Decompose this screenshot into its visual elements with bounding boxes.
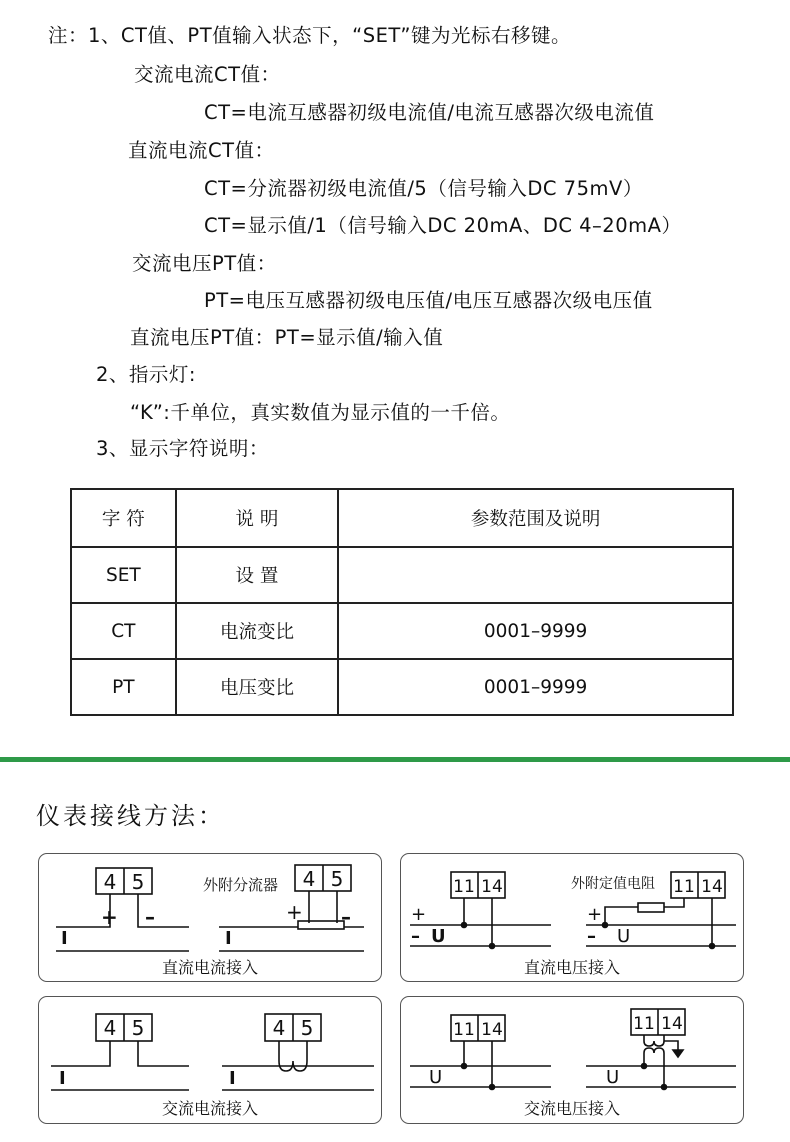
terminal-label: 5 [300, 1016, 314, 1040]
terminal-label: 4 [272, 1016, 286, 1040]
terminal-label: 5 [131, 870, 145, 894]
table-header-row [71, 489, 733, 547]
current-symbol: I [225, 928, 232, 949]
wiring-section-title: 仪表接线方法： [36, 802, 225, 830]
terminal-label: 4 [302, 867, 316, 891]
ac-ct-heading: 交流电流CT值： [134, 63, 281, 86]
terminal-label: 11 [633, 1014, 655, 1034]
plus-sign: + [587, 904, 603, 925]
header-description: 说 明 [176, 489, 338, 547]
dc-ct-formula-2: CT=显示值/1（信号输入DC 20mA、DC 4–20mA） [204, 214, 682, 237]
table-cell: 电压变比 [176, 659, 338, 715]
table-cell: 电流变比 [176, 603, 338, 659]
minus-sign: – [411, 926, 420, 947]
ground-arrow-icon [673, 1050, 683, 1057]
table-row [71, 659, 733, 715]
terminal-label: 5 [131, 1016, 145, 1040]
panel-caption: 直流电流接入 [161, 958, 259, 977]
voltage-symbol: U [429, 1067, 443, 1088]
header-character: 字 符 [71, 489, 176, 547]
terminal-label: 11 [453, 877, 475, 897]
panel-caption: 直流电压接入 [523, 958, 621, 977]
display-characters-table [70, 488, 734, 716]
voltage-symbol: U [431, 926, 446, 947]
plus-sign: + [286, 900, 303, 924]
note-line-1: 注：1、CT值、PT值输入状态下，“SET”键为光标右移键。 [48, 24, 571, 47]
table-cell: CT [71, 603, 176, 659]
ac-voltage-wiring-diagram [401, 997, 743, 1123]
table-cell: 0001–9999 [338, 659, 733, 715]
shunt-label: 外附分流器 [203, 876, 279, 894]
current-symbol: I [59, 1068, 66, 1089]
dc-ct-heading: 直流电流CT值： [128, 139, 275, 162]
dc-voltage-wiring-panel [400, 853, 744, 982]
wire [51, 1041, 110, 1066]
dc-voltage-wiring-diagram [401, 854, 743, 981]
wire [664, 1041, 678, 1050]
ac-current-wiring-panel [38, 996, 382, 1124]
minus-sign: – [587, 926, 596, 947]
dc-current-wiring-panel [38, 853, 382, 982]
note-item-3: 3、显示字符说明： [96, 437, 269, 460]
terminal-label: 4 [103, 1016, 117, 1040]
terminal-label: 4 [103, 870, 117, 894]
ac-voltage-wiring-panel [400, 996, 744, 1124]
wire [138, 1041, 189, 1066]
panel-caption: 交流电压接入 [523, 1099, 621, 1118]
wire [605, 907, 638, 925]
section-divider [0, 757, 790, 762]
terminal-label: 11 [453, 1020, 475, 1040]
plus-sign: + [101, 905, 118, 929]
terminal-label: 14 [481, 877, 503, 897]
terminal-label: 14 [661, 1014, 683, 1034]
external-resistor [638, 903, 664, 912]
voltage-symbol: U [617, 926, 631, 947]
dc-ct-formula-1: CT=分流器初级电流值/5（信号输入DC 75mV） [204, 177, 643, 200]
wire [664, 898, 684, 907]
header-parameter-range: 参数范围及说明 [338, 489, 733, 547]
voltage-symbol: U [606, 1067, 620, 1088]
table-cell: SET [71, 547, 176, 603]
table-cell [338, 547, 733, 603]
terminal-label: 14 [701, 877, 723, 897]
current-symbol: I [229, 1068, 236, 1089]
table-cell: PT [71, 659, 176, 715]
terminal-label: 11 [673, 877, 695, 897]
ac-pt-heading: 交流电压PT值： [132, 252, 277, 275]
note-item-2: 2、指示灯: [96, 363, 196, 386]
minus-sign: – [341, 905, 351, 929]
ac-ct-formula: CT=电流互感器初级电流值/电流互感器次级电流值 [204, 101, 655, 124]
table-cell: 0001–9999 [338, 603, 733, 659]
resistor-label: 外附定值电阻 [571, 876, 655, 892]
terminal-label: 14 [481, 1020, 503, 1040]
dc-current-wiring-diagram [39, 854, 381, 981]
ac-current-wiring-diagram [39, 997, 381, 1123]
panel-caption: 交流电流接入 [161, 1099, 259, 1118]
plus-sign: + [411, 904, 427, 925]
table-cell: 设 置 [176, 547, 338, 603]
table-row [71, 547, 733, 603]
ac-pt-formula: PT=电压互感器初级电压值/电压互感器次级电压值 [204, 289, 653, 312]
voltage-transformer-primary [644, 1048, 664, 1058]
voltage-transformer-secondary [644, 1035, 664, 1046]
dc-pt-line: 直流电压PT值：PT=显示值/输入值 [130, 326, 444, 349]
terminal-label: 5 [330, 867, 344, 891]
k-indicator-description: “K”:千单位，真实数值为显示值的一千倍。 [130, 401, 511, 424]
table-row [71, 603, 733, 659]
current-symbol: I [61, 928, 68, 949]
minus-sign: – [145, 905, 155, 929]
